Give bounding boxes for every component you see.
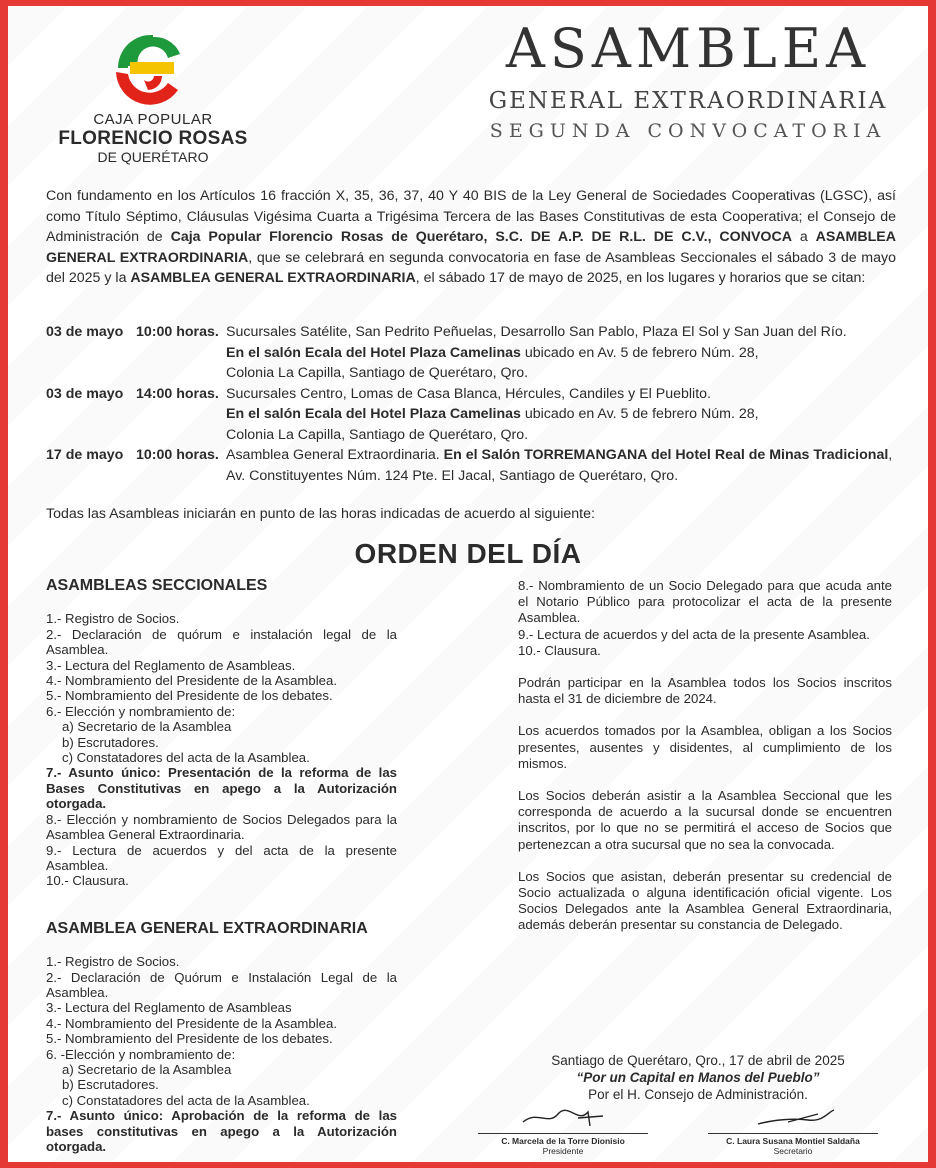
venue-name: En el Salón TORREMANGANA del Hotel Real de Minas Tradicional [443, 447, 889, 463]
agenda-item: 3.- Lectura del Reglamento de Asambleas. [46, 657, 296, 673]
agenda-item: 10.- Clausura. [518, 642, 601, 658]
intro-bold: ASAMBLEA GENERAL EXTRAORDINARIA [130, 270, 416, 286]
schedule-text: Asamblea General Extraordinaria. [226, 447, 444, 463]
schedule [46, 322, 906, 486]
agenda-item: 1.- Registro de Socios. [46, 611, 180, 627]
agenda-item: 8.- Elección y nombramiento de Socios Delegados para la Asamblea General Extraordinaria. [46, 811, 397, 843]
agenda-subitem: c) Constatadores del acta de la Asamblea. [62, 750, 310, 766]
agenda-item: 6.- Elección y nombramiento de: [46, 703, 236, 719]
org-line1: CAJA POPULAR [93, 111, 213, 128]
org-name [48, 112, 258, 164]
schedule-line: Sucursales Centro, Lomas de Casa Blanca, Hércules, Candiles y El Pueblito. [226, 385, 711, 402]
agenda-subitem: a) Secretario de la Asamblea [62, 1061, 232, 1077]
schedule-row [46, 445, 906, 486]
schedule-desc [226, 384, 906, 446]
org-line2: FLORENCIO ROSAS [58, 128, 248, 149]
schedule-line: Colonia La Capilla, Santiago de Querétaro, Qro. [226, 365, 529, 381]
extraordinaria-heading: ASAMBLEA GENERAL EXTRAORDINARIA [46, 919, 368, 937]
agenda-subitem: b) Escrutadores. [62, 1077, 159, 1093]
signature-block-secretary [708, 1106, 878, 1156]
right-column [518, 578, 892, 934]
schedule-desc [226, 445, 906, 486]
handwritten-signature [748, 1106, 838, 1128]
venue-name: En el salón Ecala del Hotel Plaza Camelinas [226, 406, 521, 422]
note-paragraph: Los Socios que asistan, deberán presentar su credencial de Socio actualizada o alguna identificación oficial vigente. Los Socios Delegados ante la Asamblea General Extraordinaria, además deberán presentar su constancia de Delegado. [518, 868, 892, 933]
left-column [46, 578, 397, 1154]
intro-bold: Caja Popular Florencio Rosas de Querétaro, S.C. DE A.P. DE R.L. DE C.V., CONVOCA [170, 229, 792, 245]
signatory-name: C. Marcela de la Torre Dionisio [478, 1133, 648, 1146]
schedule-row [46, 322, 906, 384]
schedule-date: 03 de mayo [46, 324, 124, 340]
schedule-time: 10:00 horas. [136, 447, 219, 463]
agenda-item: 5.- Nombramiento del Presidente de los debates. [46, 688, 333, 704]
agenda-subitem: b) Escrutadores. [62, 734, 159, 750]
intro-text: Con fundamento en los Artículos 16 fracción X, 35, 36, 37, 40 Y 40 BIS de la Ley General de Sociedades Cooperativas (LGSC), así como Título Séptimo, Cláusulas Vigésima Cuarta a Trigésima Tercera de las Bases Constitutivas de esta Cooperativa; el Consejo de Administración de [46, 188, 896, 245]
schedule-text: , [888, 447, 893, 463]
intro-text: a [791, 229, 816, 245]
schedule-line: Colonia La Capilla, Santiago de Querétaro, Qro. [226, 426, 529, 443]
caja-popular-logo-icon [108, 28, 198, 108]
place-date: Santiago de Querétaro, Qro., 17 de abril de 2025 [551, 1053, 845, 1068]
agenda-item: 2.- Declaración de Quórum e Instalación Legal de la Asamblea. [46, 969, 397, 1000]
signatory-name: C. Laura Susana Montiel Saldaña [708, 1133, 878, 1146]
schedule-line [226, 445, 906, 466]
agenda-item: 9.- Lectura de acuerdos y del acta de la presente Asamblea. [518, 626, 870, 642]
note-paragraph: Los Socios deberán asistir a la Asamblea Seccional que les corresponda de acuerdo a la sucursal donde se encuentren inscritos, por lo que no se permitirá el acceso de Socios que pertenezcan a otra sucursal que no sea la convocada. [518, 788, 892, 852]
signatory-role: Presidente [542, 1146, 584, 1156]
schedule-line [226, 404, 906, 425]
signatory-role: Secretario [773, 1146, 813, 1156]
agenda-item: 8.- Nombramiento de un Socio Delegado para que acuda ante el Notario Público para protocolizar el acta de la presente Asamblea. [518, 578, 892, 626]
schedule-date: 17 de mayo [46, 447, 124, 463]
venue-address: ubicado en Av. 5 de febrero Núm. 28, [520, 344, 759, 361]
schedule-desc [226, 322, 906, 384]
schedule-line [226, 343, 906, 364]
agenda-subitem: c) Constatadores del acta de la Asamblea. [62, 1092, 310, 1108]
agenda-item: 6. -Elección y nombramiento de: [46, 1046, 236, 1062]
title-main: ASAMBLEA [505, 17, 871, 80]
venue-address: ubicado en Av. 5 de febrero Núm. 28, [520, 406, 759, 422]
closing-block [488, 1052, 908, 1103]
intro-bold: ASAMBLEA GENERAL EXTRAORDINARIA [46, 229, 896, 266]
title-sub: GENERAL EXTRAORDINARIA [488, 88, 888, 114]
agenda-item: 9.- Lectura de acuerdos y del acta de la presente Asamblea. [46, 842, 397, 873]
org-line3: DE QUERÉTARO [97, 149, 209, 165]
document-title [478, 17, 898, 142]
venue-name: En el salón Ecala del Hotel Plaza Camelinas [226, 344, 521, 361]
convocatoria-page [8, 6, 928, 1162]
signed-by: Por el H. Consejo de Administración. [588, 1087, 808, 1102]
intro-text: , que se celebrará en segunda convocatoria en fase de Asambleas Seccionales el sábado 3 de mayo del 2025 y la [46, 249, 896, 286]
note-paragraph: Los acuerdos tomados por la Asamblea, obligan a los Socios presentes, ausentes y disidentes, al cumplimiento de los mismos. [518, 723, 892, 771]
agenda-item: 5.- Nombramiento del Presidente de los debates. [46, 1031, 333, 1047]
agenda-item: 4.- Nombramiento del Presidente de la Asamblea. [46, 1015, 338, 1031]
agenda-item: 2.- Declaración de quórum e instalación legal de la Asamblea. [46, 626, 397, 658]
schedule-row [46, 384, 906, 446]
todas-text: Todas las Asambleas iniciarán en punto de las horas indicadas de acuerdo al siguiente: [46, 506, 595, 522]
agenda-subitem: a) Secretario de la Asamblea [62, 719, 232, 735]
title-sub2: SEGUNDA CONVOCATORIA [489, 120, 887, 142]
schedule-line: Av. Constituyentes Núm. 124 Pte. El Jacal, Santiago de Querétaro, Qro. [226, 467, 679, 484]
agenda-item: 7.- Asunto único: Aprobación de la reforma de las bases constitutivas en apego a la Autorización otorgada. [46, 1108, 397, 1154]
agenda-item: 3.- Lectura del Reglamento de Asambleas [46, 1000, 292, 1016]
agenda-item: 7.- Asunto único: Presentación de la reforma de las Bases Constitutivas en apego a la Autorización otorgada. [46, 765, 397, 812]
agenda-item: 10.- Clausura. [46, 873, 129, 889]
schedule-time: 14:00 horas. [136, 385, 219, 402]
motto: “Por un Capital en Manos del Pueblo” [576, 1070, 820, 1085]
intro-text: , el sábado 17 de mayo de 2025, en los lugares y horarios que se citan: [415, 270, 866, 286]
seccionales-heading: ASAMBLEAS SECCIONALES [46, 577, 268, 594]
agenda-item: 1.- Registro de Socios. [46, 954, 180, 970]
note-paragraph: Podrán participar en la Asamblea todos los Socios inscritos hasta el 31 de diciembre de 2024. [518, 675, 892, 707]
handwritten-signature [518, 1106, 608, 1128]
schedule-time: 10:00 horas. [136, 324, 219, 340]
intro-paragraph [46, 186, 896, 289]
signature-block-president [478, 1106, 648, 1156]
agenda-item: 4.- Nombramiento del Presidente de la Asamblea. [46, 673, 338, 689]
schedule-line: Sucursales Satélite, San Pedrito Peñuelas, Desarrollo San Pablo, Plaza El Sol y San Juan del Río. [226, 324, 847, 340]
orden-del-dia-heading: ORDEN DEL DÍA [354, 538, 582, 569]
schedule-date: 03 de mayo [46, 385, 124, 402]
